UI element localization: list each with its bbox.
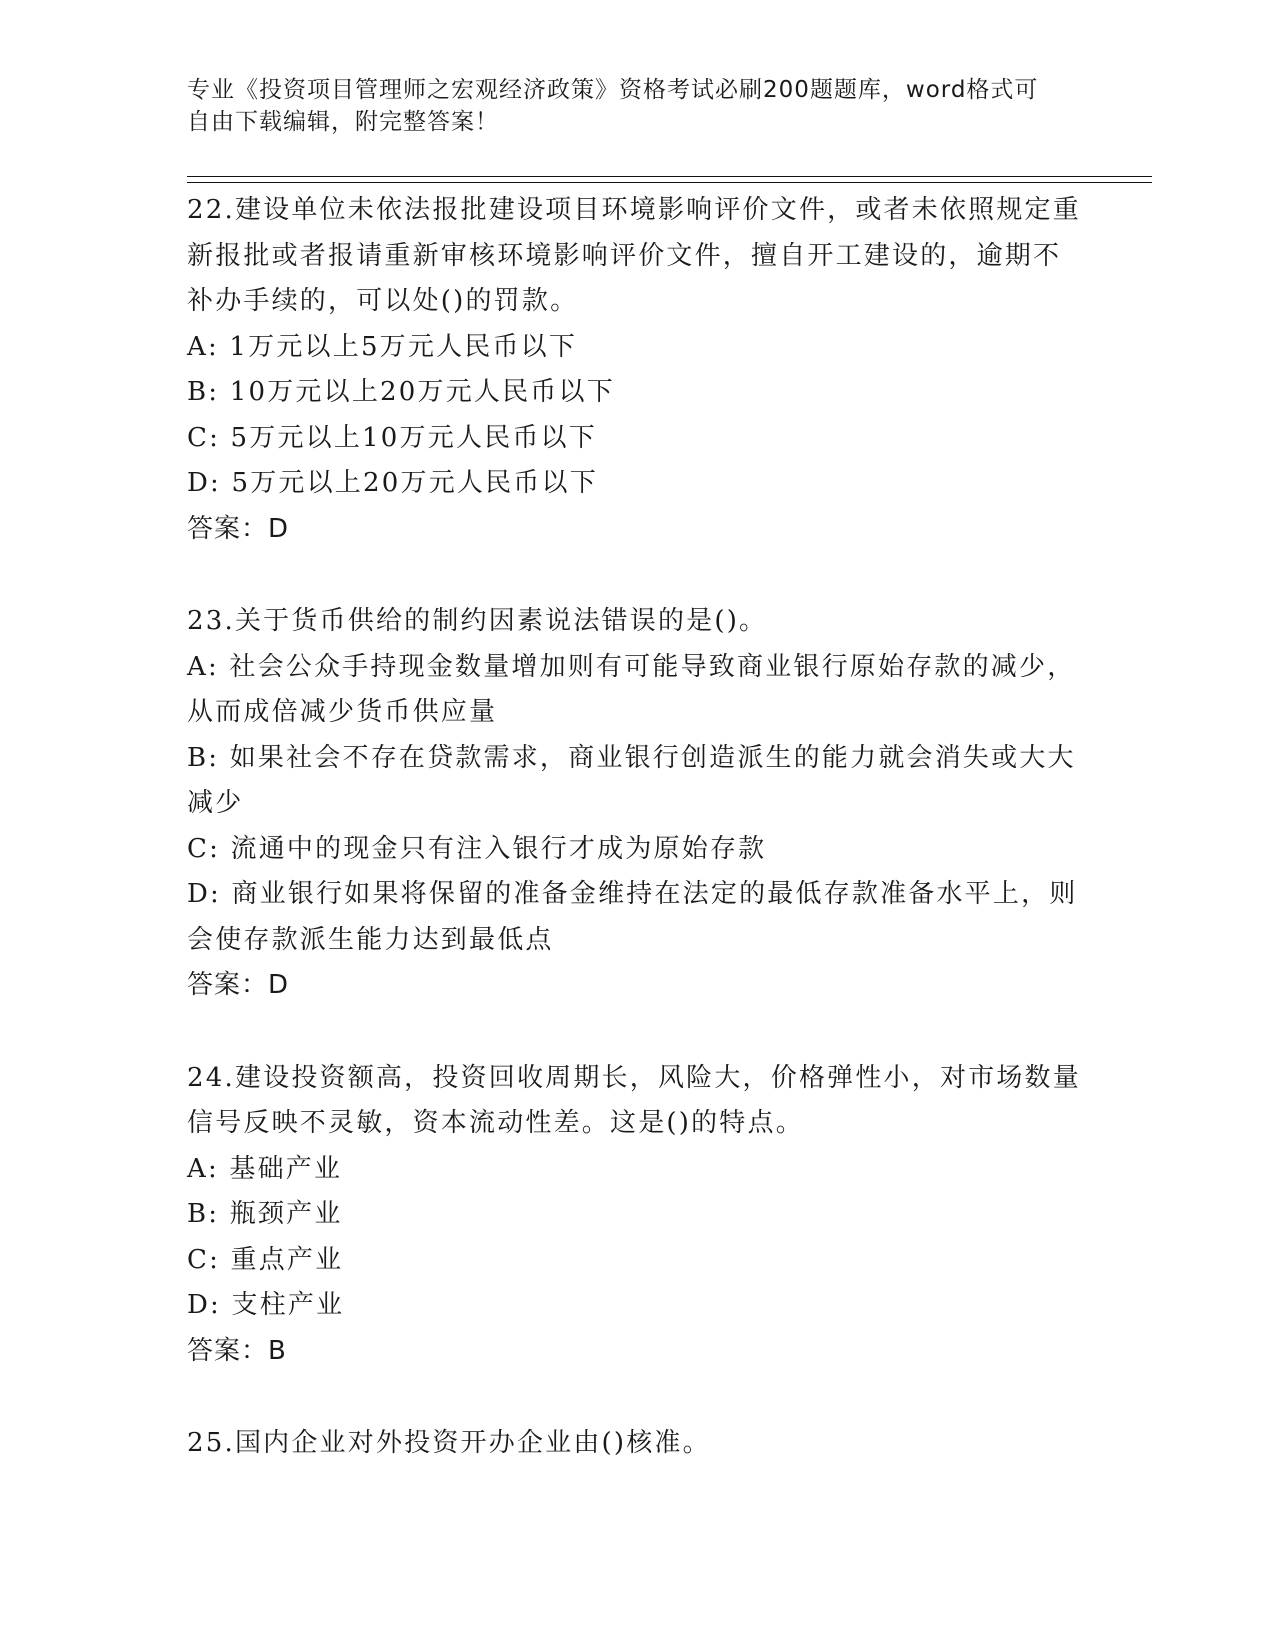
option-c: C: 流通中的现金只有注入银行才成为原始存款 bbox=[187, 833, 767, 864]
question-23 bbox=[187, 599, 1087, 1009]
header-divider-top bbox=[187, 176, 1152, 177]
question-list bbox=[187, 188, 1087, 1514]
answer-line: 答案：D bbox=[187, 513, 290, 544]
answer-line: 答案：B bbox=[187, 1335, 287, 1366]
option-b: B: 瓶颈产业 bbox=[187, 1199, 343, 1229]
question-stem: 24.建设投资额高，投资回收周期长，风险大，价格弹性小，对市场数量信号反映不灵敏，资本流动性差。这是()的特点。 bbox=[187, 1062, 1081, 1138]
option-c: C: 重点产业 bbox=[187, 1244, 344, 1275]
question-22 bbox=[187, 188, 1087, 552]
question-24 bbox=[187, 1056, 1087, 1375]
option-a: A: 1万元以上5万元人民币以下 bbox=[187, 331, 578, 362]
option-b: B: 10万元以上20万元人民币以下 bbox=[187, 377, 615, 407]
option-a: A: 基础产业 bbox=[187, 1153, 343, 1184]
option-d: D: 商业银行如果将保留的准备金维持在法定的最低存款准备水平上，则会使存款派生能力达到最低点 bbox=[187, 879, 1078, 955]
option-d: D: 5万元以上20万元人民币以下 bbox=[187, 468, 598, 498]
answer-line: 答案：D bbox=[187, 970, 290, 1000]
option-d: D: 支柱产业 bbox=[187, 1290, 345, 1320]
document-header bbox=[187, 74, 1087, 138]
header-line-2: 自由下载编辑，附完整答案！ bbox=[187, 109, 499, 135]
option-c: C: 5万元以上10万元人民币以下 bbox=[187, 422, 597, 453]
question-stem: 25.国内企业对外投资开办企业由()核准。 bbox=[187, 1428, 711, 1458]
option-a: A: 社会公众手持现金数量增加则有可能导致商业银行原始存款的减少，从而成倍减少货币供应量 bbox=[187, 651, 1076, 727]
question-stem: 23.关于货币供给的制约因素说法错误的是()。 bbox=[187, 606, 768, 636]
header-line-1: 专业《投资项目管理师之宏观经济政策》资格考试必刷200题题库，word格式可 bbox=[187, 77, 1039, 103]
option-b: B: 如果社会不存在贷款需求，商业银行创造派生的能力就会消失或大大减少 bbox=[187, 742, 1076, 818]
question-stem: 22.建设单位未依法报批建设项目环境影响评价文件，或者未依照规定重新报批或者报请重新审核环境影响评价文件，擅自开工建设的，逾期不补办手续的，可以处()的罚款。 bbox=[187, 195, 1081, 316]
header-divider-bottom bbox=[187, 182, 1152, 183]
question-25 bbox=[187, 1421, 1087, 1467]
